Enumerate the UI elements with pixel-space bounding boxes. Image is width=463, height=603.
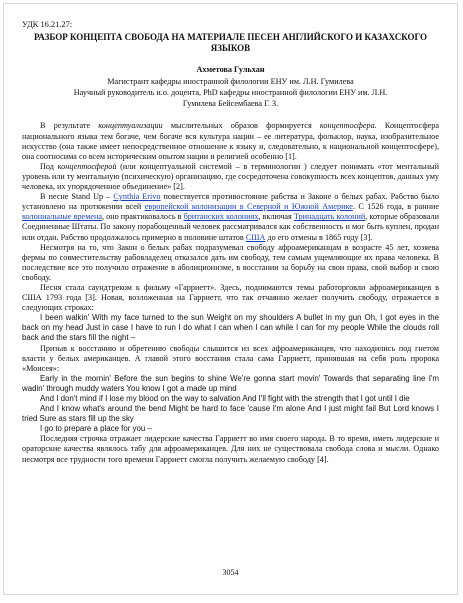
lyrics-block-2c: And I know what's around the bend Might be hard to face 'cause I'm alone And I just might fail But Lord knows I tried Sure as stars fill up the sky xyxy=(22,404,439,424)
link-cynthia-erivo[interactable]: Cynthia Erivo xyxy=(113,192,161,202)
paragraph-soundtrack: Песня стала саундтреком к фильму «Гарриетт». Здесь, поднимаются темы работорговли афроамериканцев в США 1793 года [3]. Новая, возложенная на Гарриетт, что так отчаянно желает получить свободу, отражается в следующих строках: xyxy=(22,282,439,313)
link-british-colonies[interactable]: британских колониях xyxy=(183,212,259,222)
lyrics-block-2a: Early in the mornin' Before the sun begins to shine We're gonna start movin' Towards that separating line I'm wadin' through muddy waters You know I got a made up mind xyxy=(22,373,439,393)
paragraph-call-to-uprising: Призыв к восстанию и обретению свободы слышится из всех афроамериканцев, что находились под гнетом власти у белых американцев. А главой этого восстания стала сама Гарриетт, принявшая на себя роль пророка «Моисея»: xyxy=(22,343,439,373)
page-number: 3054 xyxy=(222,567,239,577)
udk-code: УДК 16.21.27: xyxy=(22,20,73,29)
lyrics-block-2d: I go to prepare a place for you – xyxy=(40,424,152,434)
paragraph-white-slaves-law: Несмотря на то, что Закон о белых рабах подразумевал свободу афроамериканцам в возрасте 45 лет, хозяева фермы по совместительству рабовладелец отказался дать им свободу, тем самым ущемляющие их права человека. В последствие все это получило отражение в аболиционизме, в восстании за борьбу на свои права, свой выбор и свою свободу. xyxy=(22,242,439,282)
lyrics-block-1: I been walkin' With my face turned to the sun Weight on my shoulders A bullet in my gun Oh, I got eyes in the back on my head Just in case I have to run I do what I can when I can while I can for my people While the clouds roll back and the stars fill the night – xyxy=(22,313,439,343)
article-title: РАЗБОР КОНЦЕПТА СВОБОДА НА МАТЕРИАЛЕ ПЕСЕН АНГЛИЙСКОГО И КАЗАХСКОГО ЯЗЫКОВ xyxy=(33,32,428,53)
lyrics-block-2b: And I don't mind if I lose my blood on the way to salvation And I'll fight with the strength that I got until I die xyxy=(40,394,410,403)
document-page xyxy=(3,3,458,595)
author-affiliation: Магистрант кафедры иностранной филологии ЕНУ им. Л.Н. Гумилева xyxy=(107,77,354,87)
author-name: Ахметова Гульхан xyxy=(196,65,265,75)
supervisor-affiliation-line1: Научный руководитель и.о. доцента, PhD кафедры иностранной филологии ЕНУ им. Л.Н. xyxy=(73,88,388,98)
paragraph-stand-up: В песне Stand Up – Cynthia Erivo повествуется противостояние рабства и Законе о белых рабах. Рабство было установлено на протяжении всей европейской колонизации в Северной и Южной Америке. С 1526 года, в ранние колониальные времена, оно практиковалось в британских колониях, включая Тринадцать колоний, которые образовали Соединенные Штаты. По закону порабощенный человек рассматривался как собственность и мог быть куплен, продан или отдан. Рабство продолжалось примерно в половине штатов США до его отмены в 1865 году [3]. xyxy=(22,192,440,242)
paragraph-leadership: Последняя строчка отражает лидерские качества Гарриетт во имя своего народа. В то время, иметь лидерские и ораторские качества являлось табу для афроамериканцев. Для них не существовала свобода слова и мысли. Однако несмотря все трудности того времени Гарриетт смогла получить желаемую свободу [4]. xyxy=(22,434,439,464)
paragraph-conceptosphere: Под концептосферой (или концептуальной системой – в терминологии ) следует понимать «тот ментальный уровень или ту ментальную (психическую) организацию, где сосредоточена совокупность всех концептов, данных уму человека, их упорядоченное объединение» [2]. xyxy=(22,161,439,192)
link-usa[interactable]: США xyxy=(245,232,266,242)
link-thirteen-colonies[interactable]: Тринадцать колоний xyxy=(293,212,366,222)
supervisor-affiliation-line2: Гумилева Бейсембаева Г. З. xyxy=(182,99,279,109)
link-european-colonization[interactable]: европейской колонизации в Северной и Южной Америке xyxy=(144,202,353,212)
link-colonial-times[interactable]: колониальные времена xyxy=(22,212,103,222)
paragraph-concept: В результате концептуализации мыслительных образов формируется концептосфера. Концептосфера национального языка тем богаче, чем богаче вся культура нации – ее литература, фольклор, наука, изобразительное искусство (она также имеет непосредственное отношение к языку и, следовательно, к национальной концептосфере), она соотносима со всем историческим опытом нации и религией особенно [1]. xyxy=(22,121,439,161)
